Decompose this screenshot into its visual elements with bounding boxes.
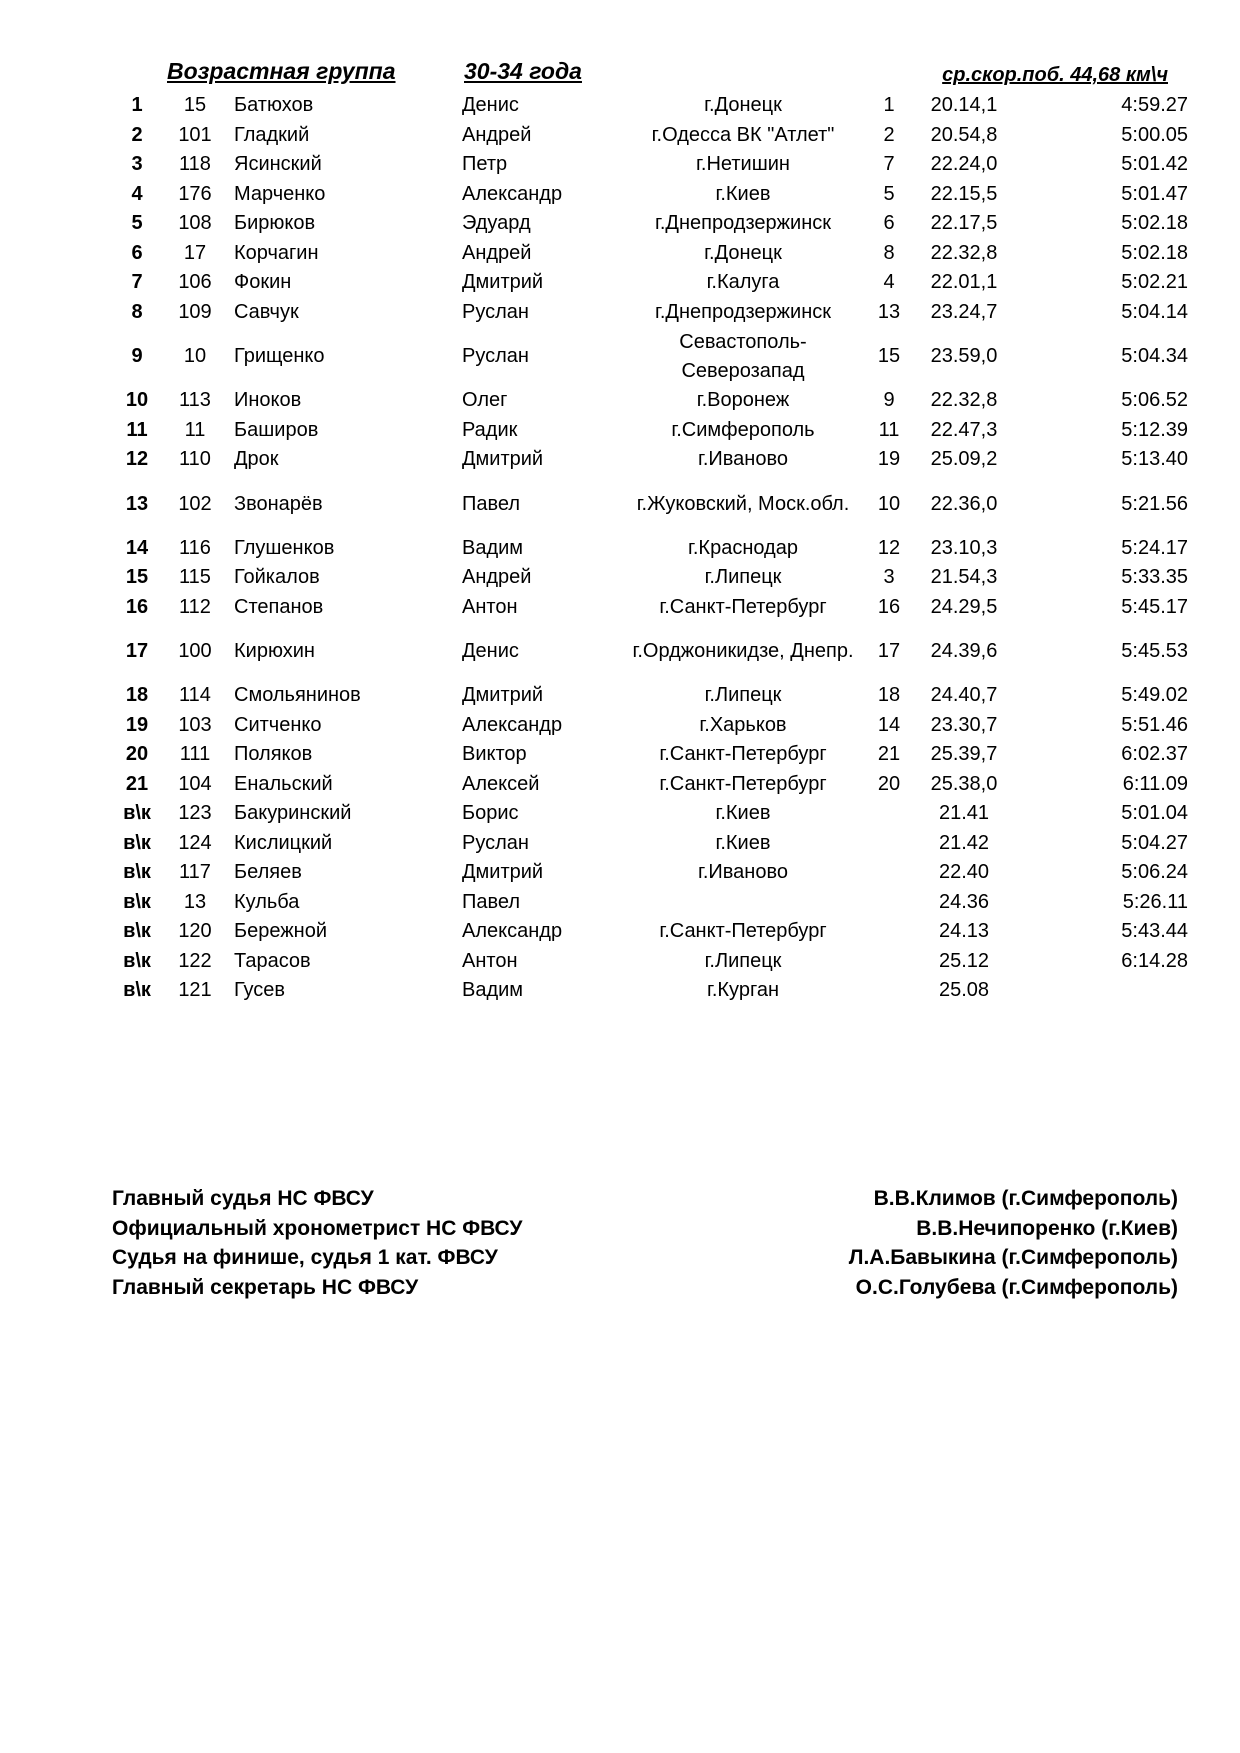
city-cell: г.Санкт-Петербург (659, 920, 827, 943)
city-cell: г.Киев (715, 831, 771, 854)
stage-place-cell: 12 (877, 536, 901, 559)
table-row (112, 799, 1194, 829)
surname-cell: Смольянинов (234, 684, 361, 707)
table-row (112, 858, 1194, 888)
place-cell: 1 (131, 94, 143, 117)
surname-cell: Поляков (234, 743, 313, 766)
total-time-cell: 5:04.34 (1121, 345, 1188, 367)
stage-place-cell: 7 (883, 153, 895, 176)
city-cell: г.Жуковский, Моск.обл. (636, 492, 850, 515)
place-cell: 10 (125, 389, 149, 412)
city-cell: г.Иваново (698, 448, 788, 471)
first-name-cell: Дмитрий (462, 684, 544, 707)
official-person: В.В.Климов (г.Симферополь) (873, 1187, 1178, 1210)
officials-block (112, 1184, 1178, 1302)
stage-time-cell: 22.24,0 (930, 153, 998, 176)
table-row (112, 180, 1194, 210)
place-cell: 18 (125, 684, 149, 707)
total-time-cell (1014, 976, 1194, 1006)
place-cell: в\к (123, 802, 151, 825)
place-cell: 3 (131, 153, 143, 176)
city-cell: г.Санкт-Петербург (659, 743, 827, 766)
total-time-cell: 5:02.18 (1121, 241, 1188, 264)
official-role: Главный судья НС ФВСУ (112, 1187, 374, 1210)
total-time-cell: 5:04.14 (1121, 300, 1188, 323)
bib-number-cell: 112 (179, 595, 211, 618)
total-time-cell: 5:43.44 (1121, 920, 1188, 943)
stage-place-cell (864, 947, 914, 977)
place-cell: 17 (125, 640, 149, 662)
stage-time-cell: 25.08 (938, 979, 990, 1002)
stage-time-cell: 23.30,7 (930, 713, 998, 736)
stage-time-cell: 25.39,7 (930, 743, 998, 766)
total-time-cell: 6:14.28 (1121, 949, 1188, 972)
city-cell: г.Санкт-Петербург (659, 772, 827, 795)
stage-time-cell: 22.32,8 (930, 389, 998, 412)
stage-time-cell: 24.29,5 (930, 595, 998, 618)
stage-time-cell: 24.39,6 (930, 640, 998, 662)
table-row (112, 917, 1194, 947)
bib-number-cell: 116 (179, 536, 211, 559)
city-cell: г.Липецк (704, 949, 782, 972)
stage-time-cell: 21.54,3 (930, 566, 998, 589)
first-name-cell: Александр (462, 182, 563, 205)
city-cell: г.Киев (715, 182, 771, 205)
place-cell: 4 (131, 182, 143, 205)
stage-time-cell: 25.38,0 (930, 772, 998, 795)
table-row (112, 534, 1194, 564)
first-name-cell: Андрей (462, 241, 532, 264)
table-row (112, 593, 1194, 623)
surname-cell: Глушенков (234, 536, 335, 559)
total-time-cell: 5:06.24 (1121, 861, 1188, 884)
table-row (112, 416, 1194, 446)
total-time-cell: 6:02.37 (1121, 743, 1188, 766)
bib-number-cell: 124 (178, 831, 212, 854)
total-time-cell: 5:24.17 (1121, 536, 1188, 559)
bib-number-cell: 122 (178, 949, 212, 972)
first-name-cell: Руслан (462, 345, 529, 367)
stage-time-cell: 22.15,5 (930, 182, 998, 205)
official-role: Официальный хронометрист НС ФВСУ (112, 1216, 523, 1240)
table-row (112, 888, 1194, 918)
stage-place-cell: 19 (877, 448, 901, 471)
stage-time-cell: 21.41 (938, 802, 990, 825)
table-row (112, 209, 1194, 239)
total-time-cell: 5:02.18 (1121, 212, 1188, 235)
city-cell: г.Одесса ВК "Атлет" (651, 123, 835, 146)
first-name-cell: Дмитрий (462, 861, 544, 884)
city-cell: г.Харьков (699, 713, 787, 736)
surname-cell: Марченко (234, 182, 326, 205)
table-row (112, 298, 1194, 328)
official-row (112, 1273, 1178, 1303)
place-cell: 14 (125, 536, 149, 559)
total-time-cell: 5:51.46 (1121, 713, 1188, 736)
surname-cell: Грищенко (234, 345, 325, 367)
surname-cell: Гладкий (234, 123, 310, 146)
place-cell: 9 (131, 345, 143, 367)
first-name-cell: Павел (462, 890, 521, 913)
stage-place-cell: 18 (877, 684, 901, 707)
city-cell (622, 888, 864, 918)
city-cell: г.Курган (707, 979, 779, 1002)
total-time-cell: 5:04.27 (1121, 831, 1188, 854)
stage-time-cell: 24.13 (938, 920, 990, 943)
stage-time-cell: 22.32,8 (930, 241, 998, 264)
bib-number-cell: 113 (179, 389, 211, 412)
total-time-cell: 5:02.21 (1121, 271, 1188, 294)
place-cell: 11 (126, 418, 148, 441)
stage-time-cell: 22.36,0 (930, 492, 998, 515)
table-row (112, 711, 1194, 741)
stage-time-cell: 23.10,3 (930, 536, 998, 559)
city-cell: г.Воронеж (696, 389, 790, 412)
stage-place-cell: 13 (877, 300, 901, 323)
official-role: Судья на финише, судья 1 кат. ФВСУ (112, 1246, 498, 1269)
surname-cell: Кирюхин (234, 640, 315, 662)
place-cell: в\к (123, 890, 151, 913)
first-name-cell: Андрей (462, 566, 532, 589)
stage-place-cell (864, 829, 914, 859)
place-cell: 15 (125, 566, 149, 589)
table-row (112, 327, 1194, 386)
age-group-label: Возрастная группа (167, 58, 396, 84)
place-cell: 6 (131, 241, 143, 264)
city-cell: г.Днепродзержинск (655, 300, 831, 323)
bib-number-cell: 101 (178, 123, 212, 146)
first-name-cell: Алексей (462, 772, 540, 795)
bib-number-cell: 17 (183, 241, 207, 264)
official-row (112, 1184, 1178, 1214)
stage-place-cell: 4 (883, 271, 895, 294)
surname-cell: Кислицкий (234, 831, 333, 854)
place-cell: 16 (125, 595, 149, 618)
surname-cell: Фокин (234, 271, 292, 294)
surname-cell: Енальский (234, 772, 333, 795)
stage-time-cell: 20.14,1 (930, 94, 998, 117)
surname-cell: Гойкалов (234, 566, 320, 589)
place-cell: в\к (123, 861, 151, 884)
bib-number-cell: 106 (178, 271, 212, 294)
stage-place-cell: 11 (878, 418, 900, 441)
first-name-cell: Денис (462, 640, 519, 662)
bib-number-cell: 104 (178, 772, 212, 795)
stage-time-cell: 20.54,8 (930, 123, 998, 146)
surname-cell: Бережной (234, 920, 327, 943)
stage-time-cell: 21.42 (938, 831, 990, 854)
city-cell: г.Иваново (698, 861, 788, 884)
first-name-cell: Вадим (462, 979, 524, 1002)
bib-number-cell: 111 (179, 743, 211, 766)
surname-cell: Тарасов (234, 949, 311, 972)
bib-number-cell: 120 (178, 920, 212, 943)
city-cell: г.Орджоникидзе, Днепр. (632, 640, 854, 662)
first-name-cell: Антон (462, 595, 518, 618)
table-row (112, 770, 1194, 800)
table-row (112, 681, 1194, 711)
table-row (112, 976, 1194, 1006)
stage-time-cell: 22.17,5 (930, 212, 998, 235)
stage-place-cell (864, 888, 914, 918)
stage-time-cell: 24.40,7 (930, 684, 998, 707)
bib-number-cell: 15 (183, 94, 207, 117)
place-cell: 12 (125, 448, 149, 471)
table-row (112, 829, 1194, 859)
total-time-cell: 5:13.40 (1121, 448, 1188, 471)
surname-cell: Кульба (234, 890, 300, 913)
bib-number-cell: 121 (178, 979, 212, 1002)
stage-time-cell: 25.12 (938, 949, 990, 972)
city-cell: г.Донецк (704, 94, 782, 117)
place-cell: в\к (123, 920, 151, 943)
age-range-label: 30-34 года (464, 58, 582, 84)
bib-number-cell: 117 (179, 861, 211, 884)
city-cell: г.Донецк (704, 241, 782, 264)
avg-speed-label: ср.скор.поб. 44,68 км\ч (942, 64, 1168, 86)
place-cell: 19 (125, 713, 149, 736)
bib-number-cell: 103 (178, 713, 212, 736)
city-cell: г.Краснодар (688, 536, 798, 559)
stage-time-cell: 23.24,7 (930, 300, 998, 323)
surname-cell: Бакуринский (234, 802, 352, 825)
stage-time-cell: 25.09,2 (930, 448, 998, 471)
stage-place-cell (864, 858, 914, 888)
stage-place-cell: 5 (883, 182, 895, 205)
bib-number-cell: 176 (178, 182, 212, 205)
first-name-cell: Борис (462, 802, 519, 825)
city-cell: г.Липецк (704, 684, 782, 707)
official-person: Л.А.Бавыкина (г.Симферополь) (848, 1246, 1178, 1269)
bib-number-cell: 11 (184, 418, 206, 441)
place-cell: 2 (131, 123, 143, 146)
table-row (112, 121, 1194, 151)
stage-place-cell (864, 799, 914, 829)
stage-time-cell: 22.01,1 (930, 271, 998, 294)
stage-time-cell: 24.36 (938, 890, 990, 913)
place-cell: в\к (123, 979, 151, 1002)
first-name-cell: Павел (462, 492, 521, 515)
total-time-cell: 5:26.11 (1122, 890, 1188, 913)
surname-cell: Иноков (234, 389, 302, 412)
stage-place-cell: 14 (877, 713, 901, 736)
official-row (112, 1214, 1178, 1244)
place-cell: в\к (123, 831, 151, 854)
surname-cell: Ситченко (234, 713, 322, 736)
bib-number-cell: 10 (183, 345, 207, 367)
place-cell: 13 (125, 492, 149, 515)
stage-place-cell: 2 (883, 123, 895, 146)
stage-place-cell (864, 917, 914, 947)
stage-place-cell: 3 (883, 566, 895, 589)
total-time-cell: 5:45.17 (1121, 595, 1188, 618)
table-row (112, 150, 1194, 180)
place-cell: 7 (131, 271, 143, 294)
first-name-cell: Дмитрий (462, 271, 544, 294)
total-time-cell: 6:11.09 (1122, 772, 1188, 795)
stage-place-cell: 20 (877, 772, 901, 795)
results-table-body (112, 91, 1194, 1006)
bib-number-cell: 108 (178, 212, 212, 235)
official-row (112, 1243, 1178, 1273)
stage-time-cell: 22.40 (938, 861, 990, 884)
surname-cell: Степанов (234, 595, 324, 618)
first-name-cell: Александр (462, 713, 563, 736)
bib-number-cell: 109 (178, 300, 212, 323)
city-cell: Севастополь-Северозапад (679, 330, 807, 382)
official-person: О.С.Голубева (г.Симферополь) (855, 1275, 1178, 1299)
total-time-cell: 5:06.52 (1121, 389, 1188, 412)
first-name-cell: Эдуард (462, 212, 531, 235)
place-cell: 8 (131, 300, 143, 323)
city-cell: г.Нетишин (696, 153, 790, 176)
bib-number-cell: 114 (179, 684, 211, 707)
results-table (112, 91, 1194, 1006)
bib-number-cell: 123 (178, 802, 212, 825)
stage-place-cell: 21 (877, 743, 901, 766)
place-cell: в\к (123, 949, 151, 972)
bib-number-cell: 115 (179, 566, 211, 589)
total-time-cell: 4:59.27 (1121, 94, 1188, 117)
city-cell: г.Калуга (706, 271, 780, 294)
stage-place-cell: 1 (883, 94, 895, 117)
surname-cell: Ясинский (234, 153, 322, 176)
table-row (112, 91, 1194, 121)
bib-number-cell: 118 (179, 153, 211, 176)
place-cell: 21 (125, 772, 149, 795)
city-cell: г.Днепродзержинск (655, 212, 831, 235)
official-role: Главный секретарь НС ФВСУ (112, 1275, 419, 1299)
table-row (112, 445, 1194, 475)
bib-number-cell: 13 (183, 890, 207, 913)
table-row (112, 386, 1194, 416)
surname-cell: Савчук (234, 300, 299, 323)
stage-place-cell: 9 (883, 389, 895, 412)
table-row (112, 740, 1194, 770)
first-name-cell: Вадим (462, 536, 524, 559)
bib-number-cell: 110 (179, 448, 211, 471)
bib-number-cell: 100 (178, 640, 212, 662)
first-name-cell: Александр (462, 920, 563, 943)
table-row (112, 947, 1194, 977)
stage-place-cell: 16 (877, 595, 901, 618)
first-name-cell: Виктор (462, 743, 527, 766)
table-row (112, 239, 1194, 269)
surname-cell: Баширов (234, 418, 319, 441)
surname-cell: Звонарёв (234, 492, 323, 515)
table-row (112, 563, 1194, 593)
total-time-cell: 5:21.56 (1121, 492, 1188, 515)
first-name-cell: Олег (462, 389, 508, 412)
bib-number-cell: 102 (178, 492, 212, 515)
total-time-cell: 5:49.02 (1121, 684, 1188, 707)
stage-place-cell (864, 976, 914, 1006)
stage-place-cell: 6 (883, 212, 895, 235)
city-cell: г.Санкт-Петербург (659, 595, 827, 618)
surname-cell: Дрок (234, 448, 279, 471)
first-name-cell: Руслан (462, 300, 529, 323)
stage-time-cell: 23.59,0 (930, 345, 998, 367)
total-time-cell: 5:01.04 (1121, 802, 1188, 825)
first-name-cell: Дмитрий (462, 448, 544, 471)
stage-place-cell: 15 (877, 345, 901, 367)
surname-cell: Бирюков (234, 212, 316, 235)
official-person: В.В.Нечипоренко (г.Киев) (916, 1216, 1178, 1240)
city-cell: г.Киев (715, 802, 771, 825)
total-time-cell: 5:45.53 (1121, 640, 1188, 662)
stage-time-cell: 22.47,3 (930, 418, 998, 441)
first-name-cell: Руслан (462, 831, 529, 854)
table-row (112, 475, 1194, 534)
stage-place-cell: 8 (883, 241, 895, 264)
city-cell: г.Симферополь (671, 418, 815, 441)
total-time-cell: 5:12.39 (1121, 418, 1188, 441)
total-time-cell: 5:33.35 (1121, 566, 1188, 589)
surname-cell: Батюхов (234, 94, 314, 117)
total-time-cell: 5:01.42 (1121, 153, 1188, 176)
surname-cell: Беляев (234, 861, 302, 884)
first-name-cell: Андрей (462, 123, 532, 146)
place-cell: 20 (125, 743, 149, 766)
surname-cell: Гусев (234, 979, 286, 1002)
first-name-cell: Антон (462, 949, 518, 972)
surname-cell: Корчагин (234, 241, 319, 264)
table-row (112, 622, 1194, 681)
place-cell: 5 (131, 212, 143, 235)
stage-place-cell: 10 (877, 492, 901, 515)
table-row (112, 268, 1194, 298)
first-name-cell: Петр (462, 153, 508, 176)
total-time-cell: 5:00.05 (1121, 123, 1188, 146)
first-name-cell: Денис (462, 94, 519, 117)
total-time-cell: 5:01.47 (1121, 182, 1188, 205)
city-cell: г.Липецк (704, 566, 782, 589)
first-name-cell: Радик (462, 418, 518, 441)
stage-place-cell: 17 (877, 640, 901, 662)
